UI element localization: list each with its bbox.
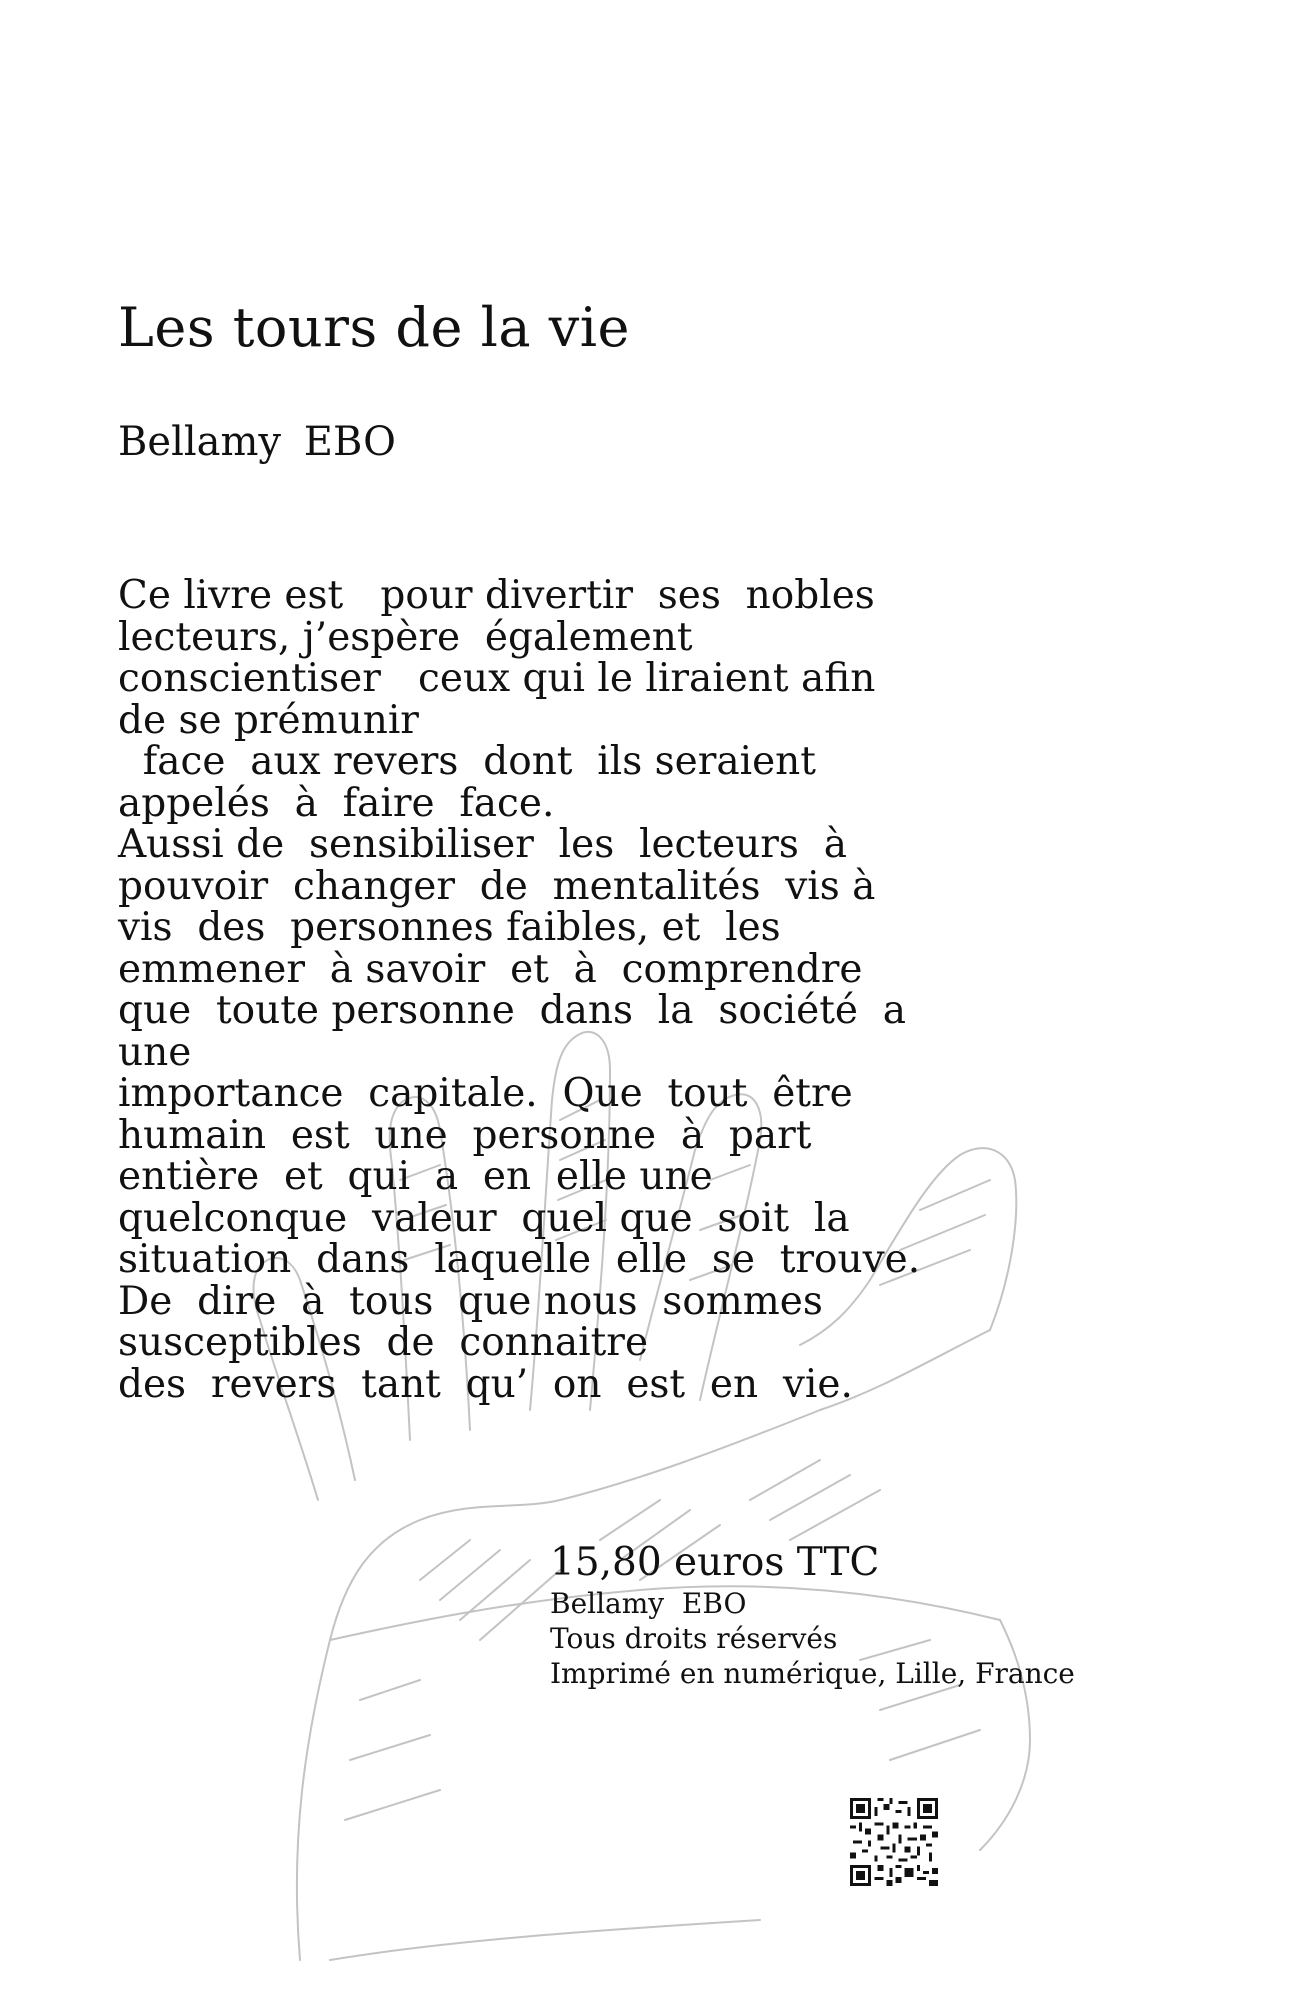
blurb-line: lecteurs, j’espère également xyxy=(118,614,693,660)
rights-notice: Tous droits réservés xyxy=(550,1622,838,1655)
blurb-line: pouvoir changer de mentalités vis à xyxy=(118,863,876,909)
blurb-line: face aux revers dont ils seraient xyxy=(118,739,816,784)
blurb-line: susceptibles de connaitre xyxy=(118,1320,649,1365)
blurb-line: De dire à tous que nous sommes xyxy=(118,1278,823,1324)
book-author: Bellamy EBO xyxy=(118,419,396,465)
imprint-author: Bellamy EBO xyxy=(550,1587,747,1620)
blurb-line: Ce livre est pour divertir ses nobles xyxy=(118,573,875,618)
blurb-line: conscientiser ceux qui le liraient afin xyxy=(118,656,876,701)
blurb-line: appelés à faire face. xyxy=(118,780,555,826)
blurb-line: humain est une personne à part xyxy=(118,1112,812,1158)
book-blurb xyxy=(118,575,1018,1405)
price-label: 15,80 euros TTC xyxy=(550,1540,880,1585)
blurb-line: que toute personne dans la société a xyxy=(118,988,907,1033)
blurb-line: entière et qui a en elle une xyxy=(118,1154,713,1199)
blurb-line: emmener à savoir et à comprendre xyxy=(118,946,863,992)
blurb-line: importance capitale. Que tout être xyxy=(118,1071,853,1116)
blurb-line: Aussi de sensibiliser les lecteurs à xyxy=(118,822,847,867)
blurb-line: situation dans laquelle elle se trouve. xyxy=(118,1237,921,1282)
imprint-block xyxy=(550,1540,1190,1691)
printing-info: Imprimé en numérique, Lille, France xyxy=(550,1657,1075,1690)
blurb-line: des revers tant qu’ on est en vie. xyxy=(118,1361,853,1407)
blurb-line: quelconque valeur quel que soit la xyxy=(118,1195,850,1241)
blurb-line: de se prémunir xyxy=(118,697,419,743)
blurb-line: une xyxy=(118,1029,192,1075)
blurb-line: vis des personnes faibles, et les xyxy=(118,905,781,950)
qr-code-icon xyxy=(850,1798,938,1886)
book-title: Les tours de la vie xyxy=(118,296,630,359)
